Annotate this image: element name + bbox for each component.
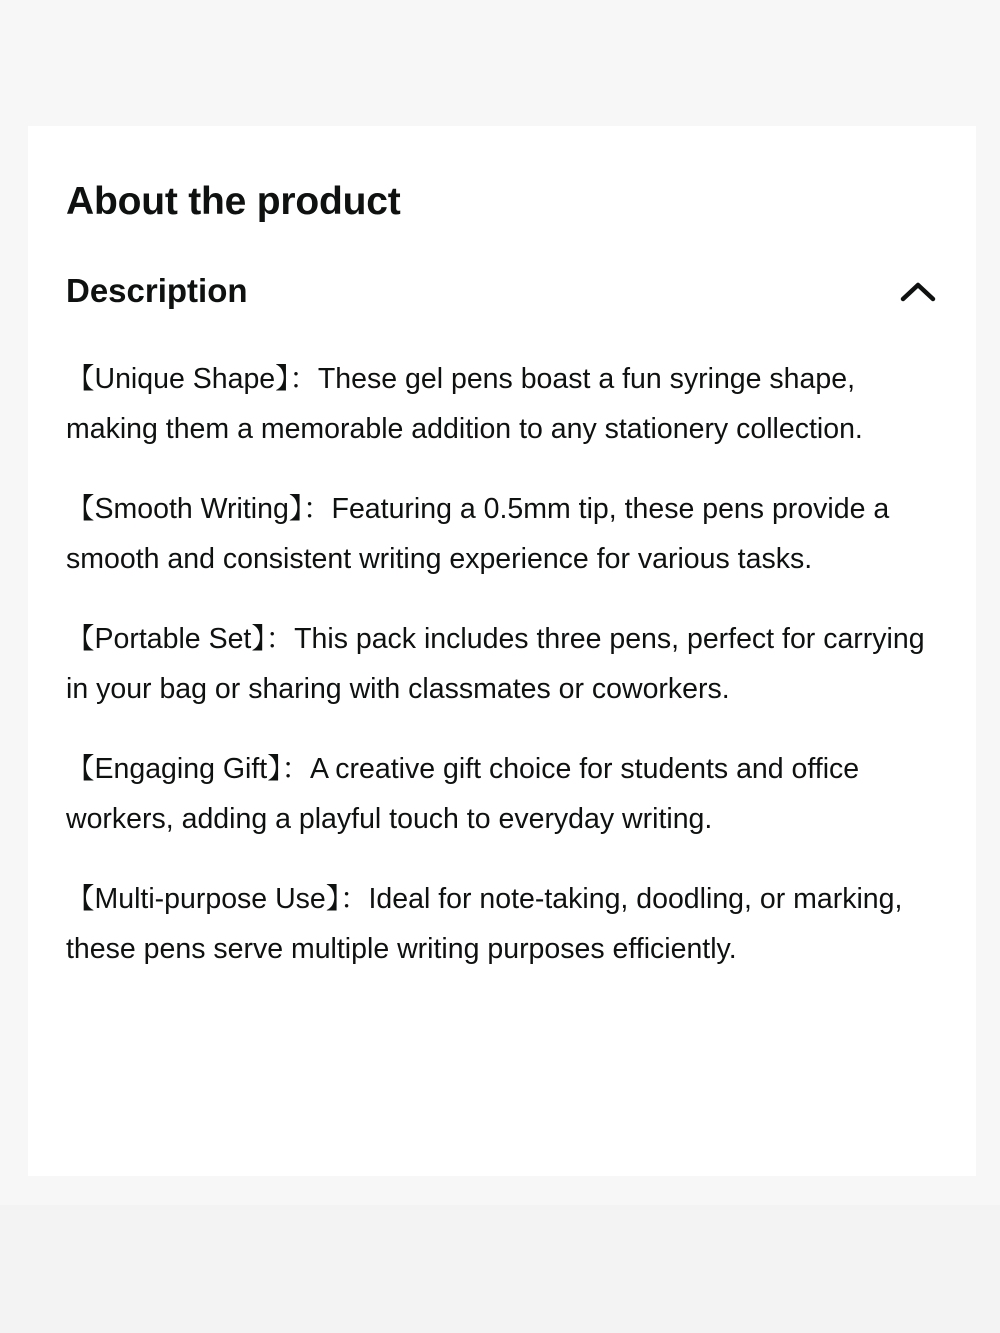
bullet-multi-purpose-use: 【Multi-purpose Use】：Ideal for note-taking, doodling, or marking, these pens serve multiple writing purposes efficiently. (66, 883, 903, 965)
description-bullets (66, 354, 946, 1004)
section-title: About the product (66, 180, 401, 223)
bullet-unique-shape: 【Unique Shape】：These gel pens boast a fun syringe shape, making them a memorable addition to any stationery collection. (66, 363, 863, 445)
chevron-up-icon[interactable] (898, 271, 938, 311)
description-toggle[interactable] (66, 268, 938, 314)
about-product-card (28, 126, 976, 1176)
bottom-background (0, 1205, 1000, 1333)
bullet-portable-set: 【Portable Set】：This pack includes three pens, perfect for carrying in your bag or sharing with classmates or coworkers. (66, 623, 925, 705)
bullet-engaging-gift: 【Engaging Gift】：A creative gift choice for students and office workers, adding a playful touch to everyday writing. (66, 753, 860, 835)
description-title: Description (66, 272, 248, 309)
bullet-smooth-writing: 【Smooth Writing】：Featuring a 0.5mm tip, these pens provide a smooth and consistent writing experience for various tasks. (66, 493, 890, 575)
